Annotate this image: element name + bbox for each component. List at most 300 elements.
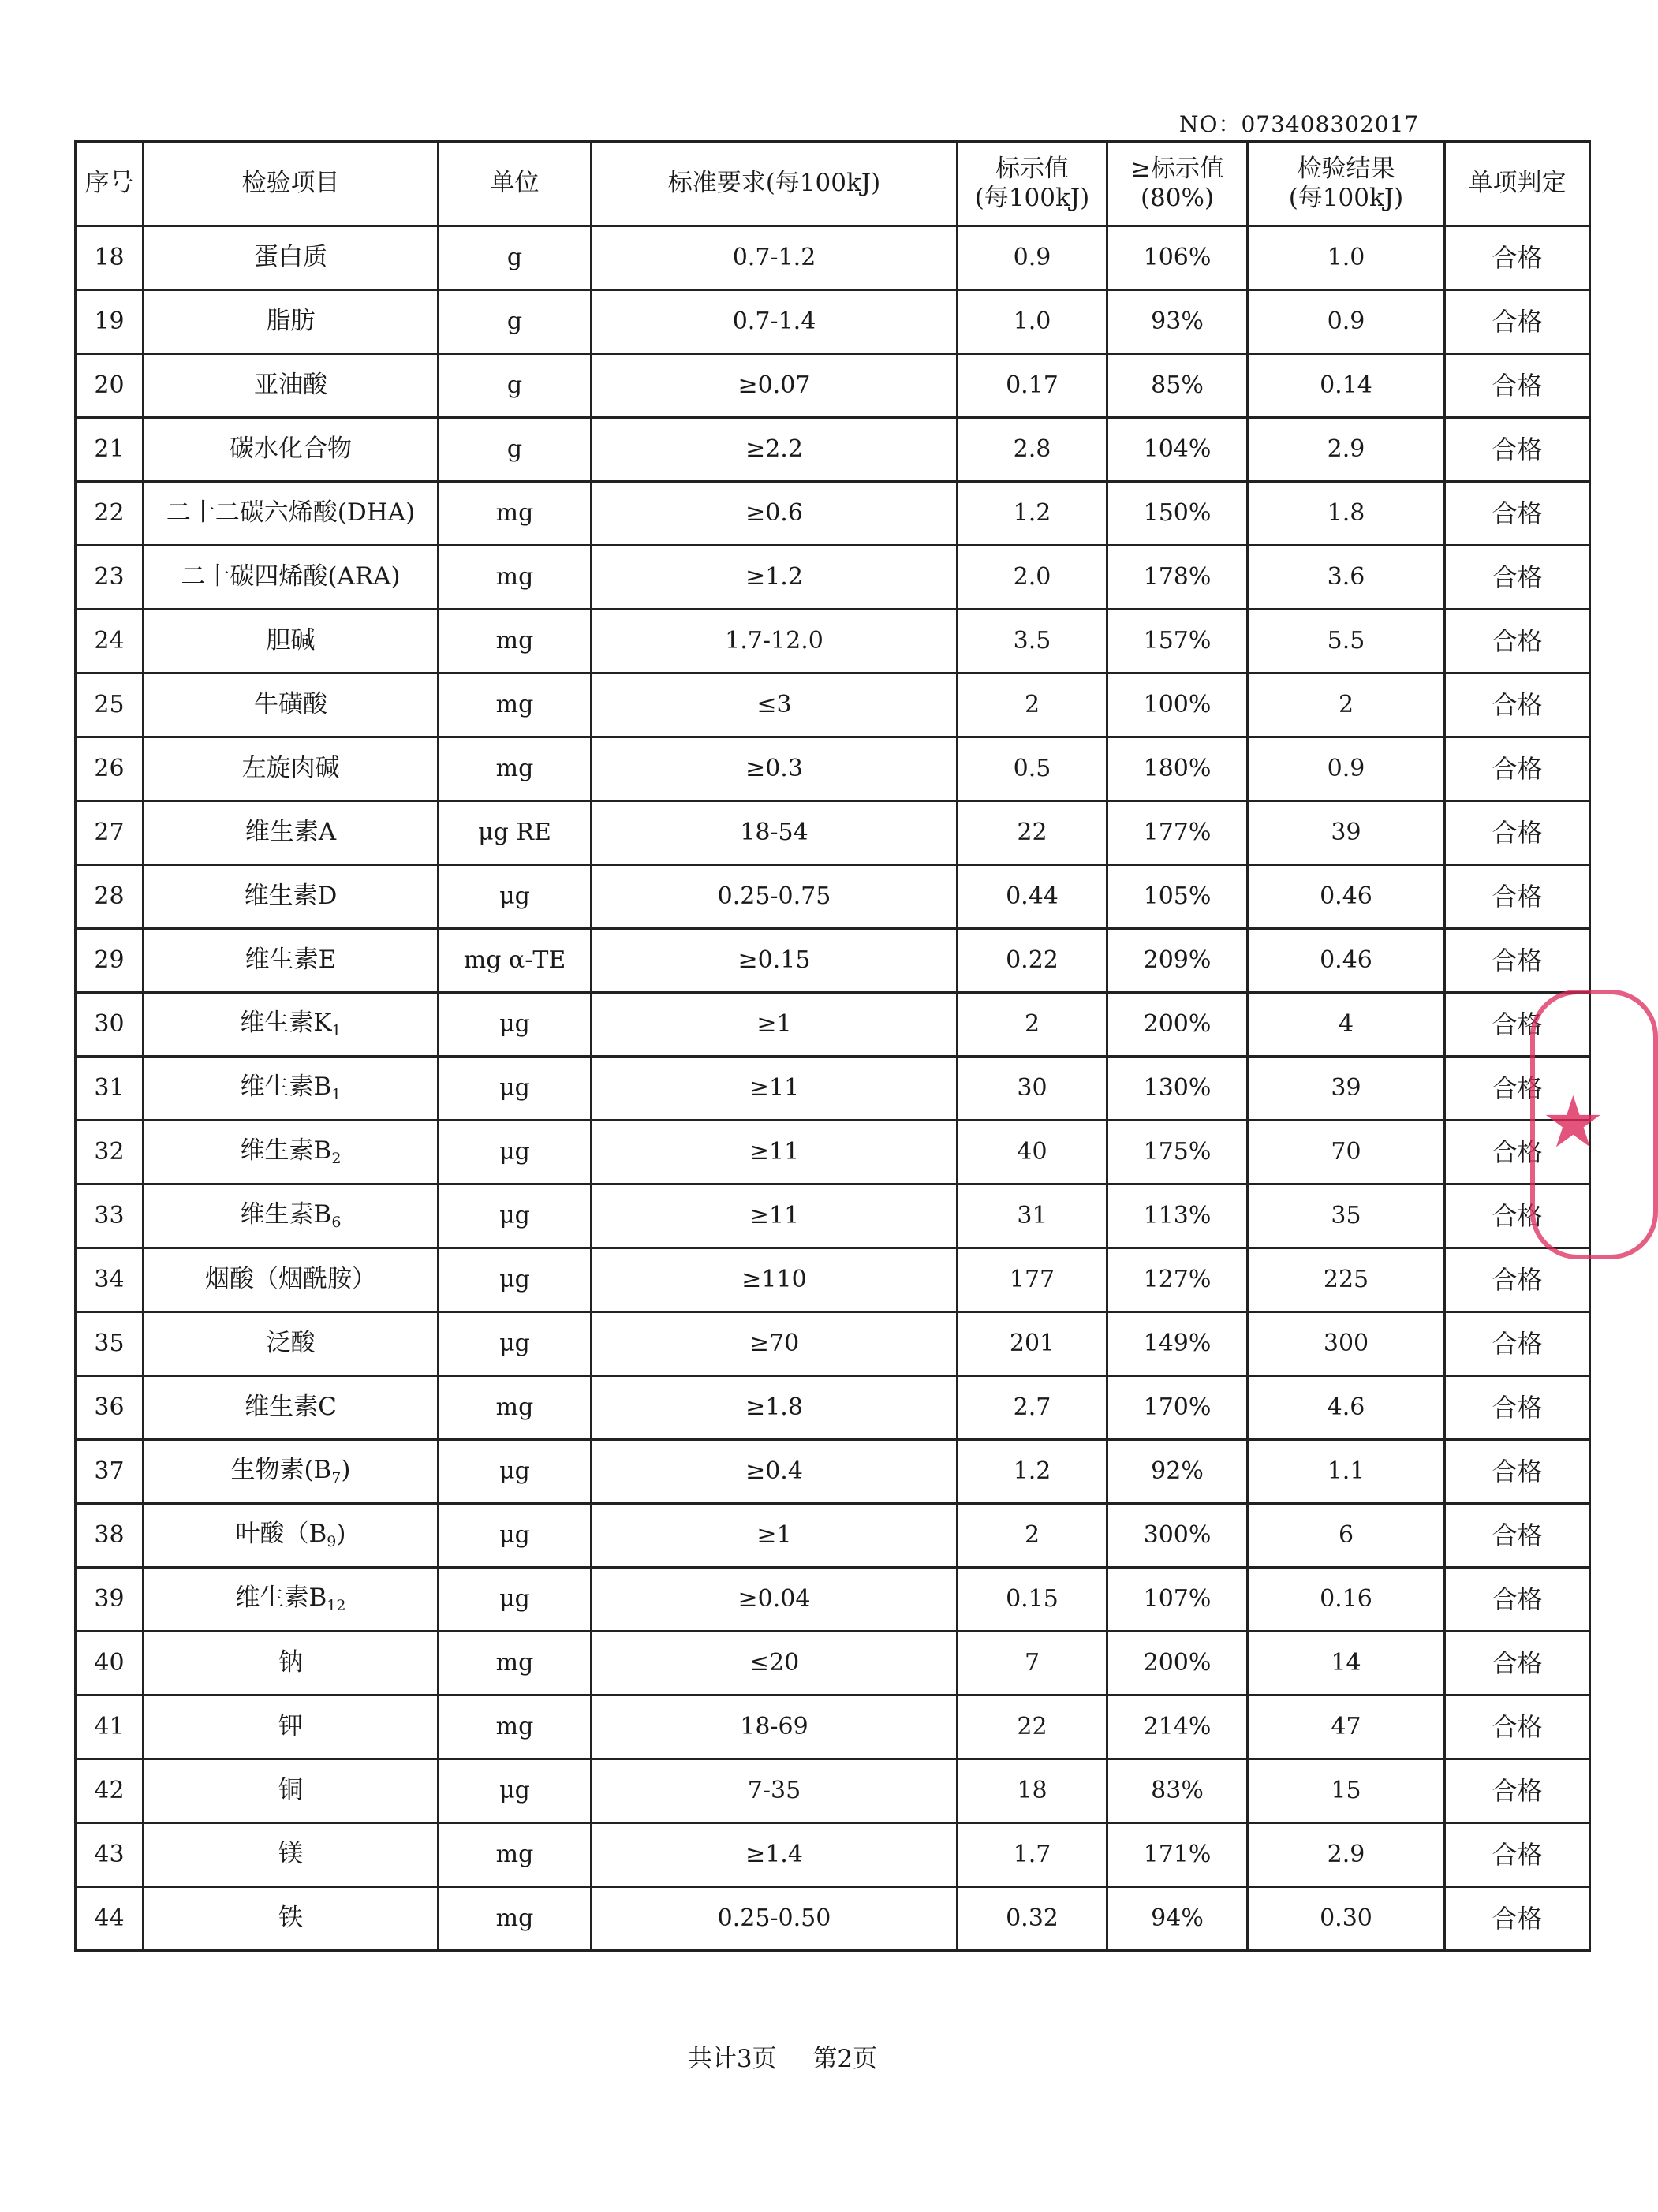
- cell-result: 15: [1248, 1759, 1445, 1823]
- cell-pct: 200%: [1107, 993, 1248, 1057]
- cell-verdict: 合格: [1445, 1823, 1590, 1887]
- item-name: 维生素B: [240, 1200, 332, 1229]
- cell-seq: 19: [76, 290, 144, 354]
- item-name: 二十碳四烯酸(ARA): [181, 562, 401, 591]
- cell-verdict: 合格: [1445, 1376, 1590, 1440]
- cell-pct: 300%: [1107, 1504, 1248, 1568]
- item-name: 维生素B: [240, 1136, 332, 1166]
- header-result: [1248, 142, 1445, 226]
- cell-pct: 177%: [1107, 801, 1248, 865]
- cell-unit: μg: [439, 1312, 592, 1376]
- cell-label: 40: [958, 1121, 1107, 1184]
- cell-item: [144, 1376, 439, 1440]
- inspection-table: [74, 140, 1591, 1952]
- cell-pct: 209%: [1107, 929, 1248, 993]
- cell-standard: ≥11: [592, 1184, 958, 1248]
- item-name: 维生素B: [240, 1072, 332, 1102]
- cell-seq: 23: [76, 546, 144, 610]
- cell-standard: ≥1.2: [592, 546, 958, 610]
- cell-unit: μg: [439, 1568, 592, 1632]
- cell-standard: ≥0.4: [592, 1440, 958, 1504]
- cell-label: 2: [958, 1504, 1107, 1568]
- table-row: [76, 1887, 1590, 1951]
- cell-verdict: 合格: [1445, 354, 1590, 418]
- table-row: [76, 418, 1590, 482]
- cell-unit: mg: [439, 1695, 592, 1759]
- cell-result: 0.46: [1248, 865, 1445, 929]
- cell-label: 0.5: [958, 737, 1107, 801]
- table-row: [76, 1695, 1590, 1759]
- cell-unit: mg: [439, 610, 592, 673]
- table-row: [76, 546, 1590, 610]
- cell-unit: mg: [439, 546, 592, 610]
- cell-result: 2: [1248, 673, 1445, 737]
- cell-verdict: 合格: [1445, 1121, 1590, 1184]
- cell-pct: 105%: [1107, 865, 1248, 929]
- cell-verdict: 合格: [1445, 610, 1590, 673]
- cell-label: 0.9: [958, 226, 1107, 290]
- cell-result: 300: [1248, 1312, 1445, 1376]
- cell-result: 0.46: [1248, 929, 1445, 993]
- cell-label: 201: [958, 1312, 1107, 1376]
- cell-standard: ≥1.4: [592, 1823, 958, 1887]
- item-subscript: 6: [331, 1214, 342, 1232]
- cell-item: [144, 1057, 439, 1121]
- cell-unit: μg: [439, 1248, 592, 1312]
- red-seal-stamp: [1530, 990, 1658, 1259]
- cell-result: 225: [1248, 1248, 1445, 1312]
- cell-label: 1.7: [958, 1823, 1107, 1887]
- cell-standard: 0.7-1.4: [592, 290, 958, 354]
- item-name: 镁: [278, 1840, 303, 1869]
- header-label-line2: (每100kJ): [974, 184, 1090, 212]
- cell-seq: 18: [76, 226, 144, 290]
- cell-unit: μg: [439, 1121, 592, 1184]
- cell-standard: ≥1.8: [592, 1376, 958, 1440]
- cell-standard: ≥2.2: [592, 418, 958, 482]
- cell-standard: ≤20: [592, 1632, 958, 1695]
- cell-unit: μg: [439, 1440, 592, 1504]
- item-name: 维生素D: [244, 882, 338, 911]
- table-row: [76, 354, 1590, 418]
- header-pct-line2: (80%): [1140, 184, 1215, 212]
- cell-result: 0.16: [1248, 1568, 1445, 1632]
- cell-item: [144, 226, 439, 290]
- cell-standard: ≥11: [592, 1057, 958, 1121]
- cell-result: 14: [1248, 1632, 1445, 1695]
- table-row: [76, 226, 1590, 290]
- cell-standard: 0.25-0.75: [592, 865, 958, 929]
- item-name: 牛磺酸: [254, 690, 327, 719]
- cell-label: 7: [958, 1632, 1107, 1695]
- header-label-value: [958, 142, 1107, 226]
- cell-verdict: 合格: [1445, 482, 1590, 546]
- cell-result: 39: [1248, 1057, 1445, 1121]
- cell-item: [144, 993, 439, 1057]
- table-row: [76, 865, 1590, 929]
- cell-seq: 31: [76, 1057, 144, 1121]
- cell-verdict: 合格: [1445, 1248, 1590, 1312]
- cell-standard: ≥11: [592, 1121, 958, 1184]
- cell-verdict: 合格: [1445, 1695, 1590, 1759]
- cell-seq: 26: [76, 737, 144, 801]
- cell-unit: mg: [439, 1376, 592, 1440]
- cell-seq: 33: [76, 1184, 144, 1248]
- cell-standard: ≥110: [592, 1248, 958, 1312]
- cell-verdict: 合格: [1445, 418, 1590, 482]
- cell-unit: μg: [439, 1759, 592, 1823]
- cell-item: [144, 865, 439, 929]
- cell-verdict: 合格: [1445, 1887, 1590, 1951]
- item-name: 胆碱: [266, 626, 316, 655]
- item-name: 碳水化合物: [230, 435, 352, 464]
- cell-label: 30: [958, 1057, 1107, 1121]
- cell-verdict: 合格: [1445, 1440, 1590, 1504]
- cell-pct: 157%: [1107, 610, 1248, 673]
- cell-pct: 106%: [1107, 226, 1248, 290]
- cell-label: 2.7: [958, 1376, 1107, 1440]
- footer-current-page: 第2页: [812, 2045, 878, 2073]
- cell-seq: 39: [76, 1568, 144, 1632]
- cell-pct: 100%: [1107, 673, 1248, 737]
- cell-standard: ≥1: [592, 1504, 958, 1568]
- cell-pct: 92%: [1107, 1440, 1248, 1504]
- cell-standard: 18-54: [592, 801, 958, 865]
- cell-result: 0.30: [1248, 1887, 1445, 1951]
- cell-seq: 37: [76, 1440, 144, 1504]
- cell-verdict: 合格: [1445, 673, 1590, 737]
- header-result-line1: 检验结果: [1297, 154, 1395, 183]
- cell-seq: 29: [76, 929, 144, 993]
- cell-seq: 36: [76, 1376, 144, 1440]
- cell-pct: 83%: [1107, 1759, 1248, 1823]
- cell-result: 39: [1248, 801, 1445, 865]
- item-suffix: ): [336, 1520, 346, 1549]
- cell-seq: 32: [76, 1121, 144, 1184]
- cell-result: 6: [1248, 1504, 1445, 1568]
- item-name: 二十二碳六烯酸(DHA): [166, 498, 416, 528]
- cell-label: 22: [958, 1695, 1107, 1759]
- cell-unit: μg: [439, 1057, 592, 1121]
- cell-standard: ≥0.04: [592, 1568, 958, 1632]
- cell-seq: 44: [76, 1887, 144, 1951]
- table-row: [76, 1504, 1590, 1568]
- cell-item: [144, 418, 439, 482]
- item-subscript: 7: [331, 1469, 342, 1487]
- page-footer: [0, 2039, 1565, 2074]
- cell-item: [144, 354, 439, 418]
- cell-unit: μg: [439, 1504, 592, 1568]
- cell-item: [144, 610, 439, 673]
- cell-pct: 107%: [1107, 1568, 1248, 1632]
- cell-item: [144, 290, 439, 354]
- item-name: 烟酸（烟酰胺）: [205, 1265, 376, 1294]
- cell-verdict: 合格: [1445, 1312, 1590, 1376]
- item-subscript: 9: [327, 1533, 337, 1551]
- cell-unit: mg: [439, 1887, 592, 1951]
- cell-standard: ≥0.15: [592, 929, 958, 993]
- cell-result: 5.5: [1248, 610, 1445, 673]
- cell-result: 47: [1248, 1695, 1445, 1759]
- table-row: [76, 673, 1590, 737]
- table-row: [76, 801, 1590, 865]
- cell-pct: 130%: [1107, 1057, 1248, 1121]
- item-subscript: 1: [331, 1022, 342, 1040]
- cell-verdict: 合格: [1445, 801, 1590, 865]
- cell-item: [144, 482, 439, 546]
- cell-seq: 25: [76, 673, 144, 737]
- item-name: 蛋白质: [254, 243, 327, 272]
- cell-result: 0.14: [1248, 354, 1445, 418]
- cell-pct: 85%: [1107, 354, 1248, 418]
- cell-pct: 170%: [1107, 1376, 1248, 1440]
- table-row: [76, 1184, 1590, 1248]
- cell-seq: 22: [76, 482, 144, 546]
- table-row: [76, 1759, 1590, 1823]
- table-row: [76, 290, 1590, 354]
- cell-verdict: 合格: [1445, 1504, 1590, 1568]
- item-name: 叶酸（B: [235, 1520, 327, 1549]
- cell-standard: ≥0.3: [592, 737, 958, 801]
- cell-seq: 24: [76, 610, 144, 673]
- cell-label: 0.17: [958, 354, 1107, 418]
- cell-unit: μg: [439, 1184, 592, 1248]
- cell-result: 3.6: [1248, 546, 1445, 610]
- cell-result: 4.6: [1248, 1376, 1445, 1440]
- cell-item: [144, 1312, 439, 1376]
- cell-label: 0.44: [958, 865, 1107, 929]
- table-row: [76, 1440, 1590, 1504]
- header-result-line2: (每100kJ): [1288, 184, 1404, 212]
- item-subscript: 12: [327, 1597, 346, 1615]
- cell-label: 22: [958, 801, 1107, 865]
- cell-pct: 150%: [1107, 482, 1248, 546]
- cell-standard: 7-35: [592, 1759, 958, 1823]
- cell-unit: mg: [439, 1823, 592, 1887]
- cell-label: 31: [958, 1184, 1107, 1248]
- cell-verdict: 合格: [1445, 1057, 1590, 1121]
- cell-item: [144, 1248, 439, 1312]
- cell-standard: 0.7-1.2: [592, 226, 958, 290]
- cell-seq: 21: [76, 418, 144, 482]
- cell-item: [144, 1887, 439, 1951]
- item-name: 维生素C: [245, 1393, 337, 1422]
- cell-result: 1.8: [1248, 482, 1445, 546]
- cell-item: [144, 1568, 439, 1632]
- cell-label: 2.0: [958, 546, 1107, 610]
- cell-seq: 30: [76, 993, 144, 1057]
- table-header-row: [76, 142, 1590, 226]
- cell-unit: g: [439, 354, 592, 418]
- cell-item: [144, 929, 439, 993]
- cell-pct: 200%: [1107, 1632, 1248, 1695]
- header-seq: 序号: [76, 142, 144, 226]
- table-row: [76, 1568, 1590, 1632]
- item-suffix: ): [341, 1456, 351, 1485]
- cell-item: [144, 1440, 439, 1504]
- table-row: [76, 1312, 1590, 1376]
- table-row: [76, 929, 1590, 993]
- cell-item: [144, 1632, 439, 1695]
- cell-label: 2: [958, 993, 1107, 1057]
- table-row: [76, 993, 1590, 1057]
- cell-item: [144, 546, 439, 610]
- cell-label: 1.2: [958, 1440, 1107, 1504]
- cell-pct: 94%: [1107, 1887, 1248, 1951]
- table-row: [76, 737, 1590, 801]
- header-percent-label: [1107, 142, 1248, 226]
- item-name: 维生素A: [245, 818, 337, 847]
- cell-pct: 178%: [1107, 546, 1248, 610]
- cell-seq: 34: [76, 1248, 144, 1312]
- cell-seq: 28: [76, 865, 144, 929]
- report-number: NO：073408302017: [1179, 111, 1420, 137]
- cell-item: [144, 1121, 439, 1184]
- cell-verdict: 合格: [1445, 993, 1590, 1057]
- item-name: 钾: [278, 1712, 303, 1741]
- table-row: [76, 610, 1590, 673]
- cell-result: 35: [1248, 1184, 1445, 1248]
- cell-standard: ≥1: [592, 993, 958, 1057]
- cell-item: [144, 1759, 439, 1823]
- item-name: 钠: [278, 1648, 303, 1677]
- item-name: 维生素B: [235, 1583, 327, 1613]
- cell-unit: g: [439, 418, 592, 482]
- header-unit: 单位: [439, 142, 592, 226]
- table-row: [76, 1823, 1590, 1887]
- table-row: [76, 1057, 1590, 1121]
- header-verdict: 单项判定: [1445, 142, 1590, 226]
- cell-pct: 214%: [1107, 1695, 1248, 1759]
- cell-seq: 38: [76, 1504, 144, 1568]
- cell-item: [144, 1823, 439, 1887]
- table-row: [76, 1632, 1590, 1695]
- cell-verdict: 合格: [1445, 1568, 1590, 1632]
- cell-pct: 93%: [1107, 290, 1248, 354]
- cell-verdict: 合格: [1445, 546, 1590, 610]
- cell-label: 2.8: [958, 418, 1107, 482]
- header-label-line1: 标示值: [995, 154, 1069, 183]
- cell-standard: 18-69: [592, 1695, 958, 1759]
- item-name: 脂肪: [266, 307, 316, 336]
- cell-pct: 175%: [1107, 1121, 1248, 1184]
- item-subscript: 1: [331, 1086, 342, 1104]
- cell-label: 177: [958, 1248, 1107, 1312]
- table-row: [76, 1121, 1590, 1184]
- table-row: [76, 1376, 1590, 1440]
- cell-verdict: 合格: [1445, 1632, 1590, 1695]
- item-name: 左旋肉碱: [241, 754, 340, 783]
- header-pct-line1: ≥标示值: [1130, 154, 1224, 183]
- cell-label: 3.5: [958, 610, 1107, 673]
- cell-seq: 35: [76, 1312, 144, 1376]
- cell-standard: 1.7-12.0: [592, 610, 958, 673]
- cell-seq: 40: [76, 1632, 144, 1695]
- cell-pct: 180%: [1107, 737, 1248, 801]
- cell-pct: 149%: [1107, 1312, 1248, 1376]
- cell-result: 4: [1248, 993, 1445, 1057]
- footer-total-pages: 共计3页: [687, 2045, 777, 2073]
- item-name: 维生素E: [245, 946, 337, 975]
- item-name: 亚油酸: [254, 371, 327, 400]
- cell-verdict: 合格: [1445, 929, 1590, 993]
- cell-seq: 42: [76, 1759, 144, 1823]
- cell-item: [144, 673, 439, 737]
- cell-unit: g: [439, 290, 592, 354]
- table-row: [76, 482, 1590, 546]
- cell-item: [144, 1504, 439, 1568]
- cell-label: 0.15: [958, 1568, 1107, 1632]
- cell-standard: ≥0.6: [592, 482, 958, 546]
- cell-unit: mg: [439, 673, 592, 737]
- cell-standard: 0.25-0.50: [592, 1887, 958, 1951]
- cell-verdict: 合格: [1445, 1184, 1590, 1248]
- cell-unit: g: [439, 226, 592, 290]
- cell-result: 2.9: [1248, 418, 1445, 482]
- cell-seq: 43: [76, 1823, 144, 1887]
- cell-verdict: 合格: [1445, 290, 1590, 354]
- cell-label: 1.0: [958, 290, 1107, 354]
- cell-verdict: 合格: [1445, 1759, 1590, 1823]
- cell-verdict: 合格: [1445, 865, 1590, 929]
- cell-pct: 104%: [1107, 418, 1248, 482]
- cell-standard: ≥0.07: [592, 354, 958, 418]
- cell-label: 18: [958, 1759, 1107, 1823]
- cell-result: 1.1: [1248, 1440, 1445, 1504]
- cell-result: 70: [1248, 1121, 1445, 1184]
- cell-pct: 113%: [1107, 1184, 1248, 1248]
- cell-standard: ≤3: [592, 673, 958, 737]
- cell-label: 1.2: [958, 482, 1107, 546]
- item-name: 维生素K: [240, 1009, 332, 1038]
- cell-seq: 27: [76, 801, 144, 865]
- cell-verdict: 合格: [1445, 737, 1590, 801]
- table-row: [76, 1248, 1590, 1312]
- cell-label: 2: [958, 673, 1107, 737]
- cell-item: [144, 1184, 439, 1248]
- item-name: 泛酸: [266, 1329, 316, 1358]
- cell-standard: ≥70: [592, 1312, 958, 1376]
- cell-result: 1.0: [1248, 226, 1445, 290]
- cell-pct: 171%: [1107, 1823, 1248, 1887]
- cell-unit: μg RE: [439, 801, 592, 865]
- cell-item: [144, 737, 439, 801]
- cell-result: 0.9: [1248, 737, 1445, 801]
- header-item: 检验项目: [144, 142, 439, 226]
- cell-result: 2.9: [1248, 1823, 1445, 1887]
- cell-unit: mg: [439, 737, 592, 801]
- cell-unit: μg: [439, 865, 592, 929]
- cell-unit: mg: [439, 482, 592, 546]
- item-subscript: 2: [331, 1150, 342, 1168]
- table-body: [76, 226, 1590, 1951]
- cell-unit: mg α-TE: [439, 929, 592, 993]
- seal-star-icon: ★: [1541, 1081, 1605, 1164]
- cell-seq: 20: [76, 354, 144, 418]
- cell-unit: mg: [439, 1632, 592, 1695]
- cell-unit: μg: [439, 993, 592, 1057]
- cell-result: 0.9: [1248, 290, 1445, 354]
- item-name: 生物素(B: [230, 1456, 332, 1485]
- cell-label: 0.22: [958, 929, 1107, 993]
- cell-item: [144, 801, 439, 865]
- cell-item: [144, 1695, 439, 1759]
- header-standard: 标准要求(每100kJ): [592, 142, 958, 226]
- item-name: 铜: [278, 1776, 303, 1805]
- item-name: 铁: [278, 1904, 303, 1933]
- cell-seq: 41: [76, 1695, 144, 1759]
- cell-label: 0.32: [958, 1887, 1107, 1951]
